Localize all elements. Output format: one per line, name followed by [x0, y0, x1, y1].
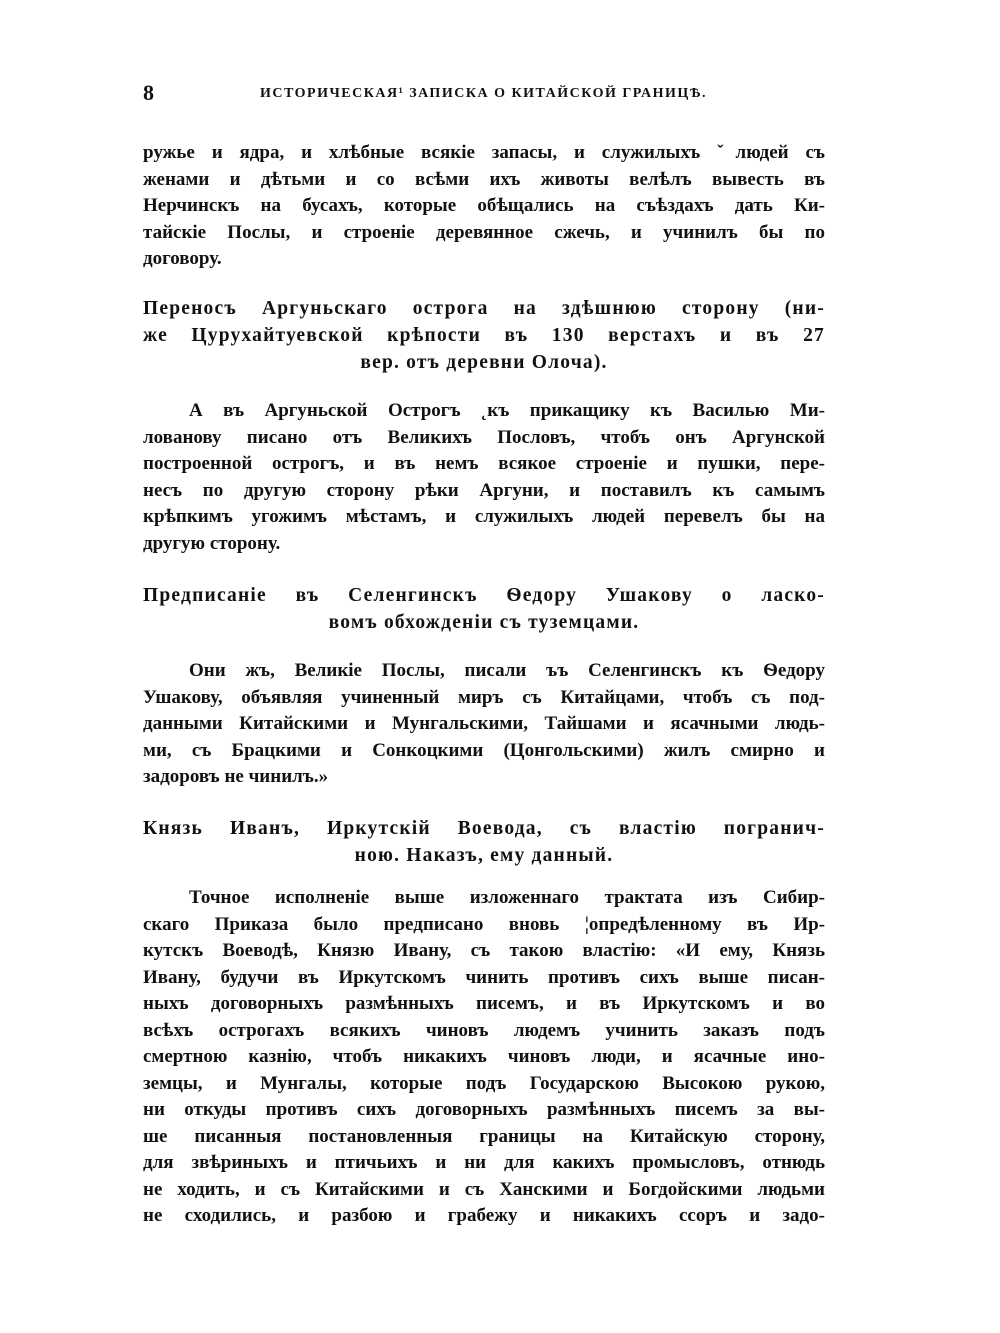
- paragraph-3: [143, 658, 825, 791]
- text-line: Нерчинскъ на бусахъ, которые обѣщались на съѣздахъ дать Ки-: [143, 195, 825, 216]
- paragraph-4: [143, 885, 825, 1230]
- text-line: для звѣриныхъ и птичьихъ и ни для какихъ промысловъ, отнюдь: [143, 1152, 825, 1173]
- text-line: не ходить, и съ Китайскими и съ Ханскими и Богдойскими людьми: [143, 1178, 825, 1200]
- text-line: смертною казнію, чтобъ никакихъ чиновъ люди, и ясачные ино-: [143, 1046, 825, 1067]
- text-line: кутскъ Воеводѣ, Князю Ивану, съ такою властію: «И ему, Князь: [143, 940, 825, 961]
- text-line: Ивану, будучи въ Иркутскомъ чинить противъ сихъ выше писан-: [143, 966, 825, 988]
- page-number: 8: [143, 80, 154, 105]
- text-line: Они жъ, Великіе Послы, писали ъъ Селенгинскъ къ Ѳедору: [189, 660, 825, 681]
- text-line: задоровъ не чинилъ.»: [143, 766, 329, 787]
- text-line: построенной острогъ, и въ немъ всякое строеніе и пушки, пере-: [143, 453, 825, 474]
- text-line: данными Китайскими и Мунгальскими, Тайшами и ясачными людь-: [143, 713, 825, 734]
- text-line: Ушакову, объявляя учиненный миръ съ Китайцами, чтобъ съ под-: [143, 686, 825, 708]
- text-line: тайскіе Послы, и строеніе деревянное сжечь, и учинилъ бы по: [143, 221, 825, 243]
- text-line: ни откуды противъ сихъ договорныхъ размѣнныхъ писемъ за вы-: [143, 1099, 825, 1120]
- text-line: лованову писано отъ Великихъ Пословъ, чтобъ онъ Аргунской: [143, 426, 825, 448]
- text-line: несъ по другую сторону рѣки Аргуни, и поставилъ къ самымъ: [143, 479, 825, 501]
- running-title: ИСТОРИЧЕСКАЯ¹ ЗАПИСКА О КИТАЙСКОЙ ГРАНИЦѢ.: [260, 86, 707, 101]
- text-line: не сходились, и разбою и грабежу и никакихъ ссоръ и задо-: [143, 1205, 825, 1226]
- text-line: другую сторону.: [143, 532, 281, 554]
- text-line: ружье и ядра, и хлѣбные всякіе запасы, и служилыхъ ˇлюдей съ: [143, 142, 825, 163]
- text-line: ше писанныя постановленныя границы на Китайскую сторону,: [143, 1125, 825, 1147]
- heading-line: Предписаніе въ Селенгинскъ Ѳедору Ушакову о ласко-: [143, 585, 825, 606]
- heading-line: вомъ обхожденіи съ туземцами.: [328, 612, 640, 633]
- section-heading-3: [143, 815, 825, 869]
- text-line: А въ Аргуньской Острогъ ˛къ прикащику къ Василью Ми-: [189, 400, 825, 421]
- page-header: [143, 80, 825, 110]
- heading-line: Князь Иванъ, Иркутскій Воевода, съ властію погранич-: [143, 818, 825, 839]
- heading-line: же Цурухайтуевской крѣпости въ 130 верстахъ и въ 27: [143, 325, 825, 346]
- section-heading-2: [143, 582, 825, 636]
- text-line: ныхъ договорныхъ размѣнныхъ писемъ, и въ Иркутскомъ и во: [143, 993, 825, 1014]
- heading-line: Переносъ Аргуньскаго острога на здѣшнюю сторону (ни-: [143, 298, 825, 319]
- heading-line: ною. Наказъ, ему данный.: [354, 845, 614, 866]
- text-line: всѣхъ острогахъ всякихъ чиновъ людемъ учинить заказъ подъ: [143, 1019, 825, 1041]
- paragraph-1: [143, 140, 825, 273]
- heading-line: вер. отъ деревни Олоча).: [360, 352, 608, 373]
- text-line: договору.: [143, 248, 222, 269]
- text-line: скаго Приказа было предписано вновь ¦опредѣленному въ Ир-: [143, 913, 825, 935]
- text-line: ми, съ Брацкими и Сонкоцкими (Цонгольскими) жилъ смирно и: [143, 739, 825, 761]
- text-line: крѣпкимъ угожимъ мѣстамъ, и служилыхъ людей перевелъ бы на: [143, 506, 825, 527]
- paragraph-2: [143, 398, 825, 557]
- text-line: женами и дѣтьми и со всѣми ихъ животы велѣлъ вывесть въ: [143, 168, 825, 190]
- text-line: земцы, и Мунгалы, которые подъ Государскою Высокою рукою,: [143, 1072, 825, 1094]
- text-line: Точное исполненіе выше изложеннаго трактата изъ Сибир-: [189, 887, 825, 908]
- section-heading-1: [143, 295, 825, 376]
